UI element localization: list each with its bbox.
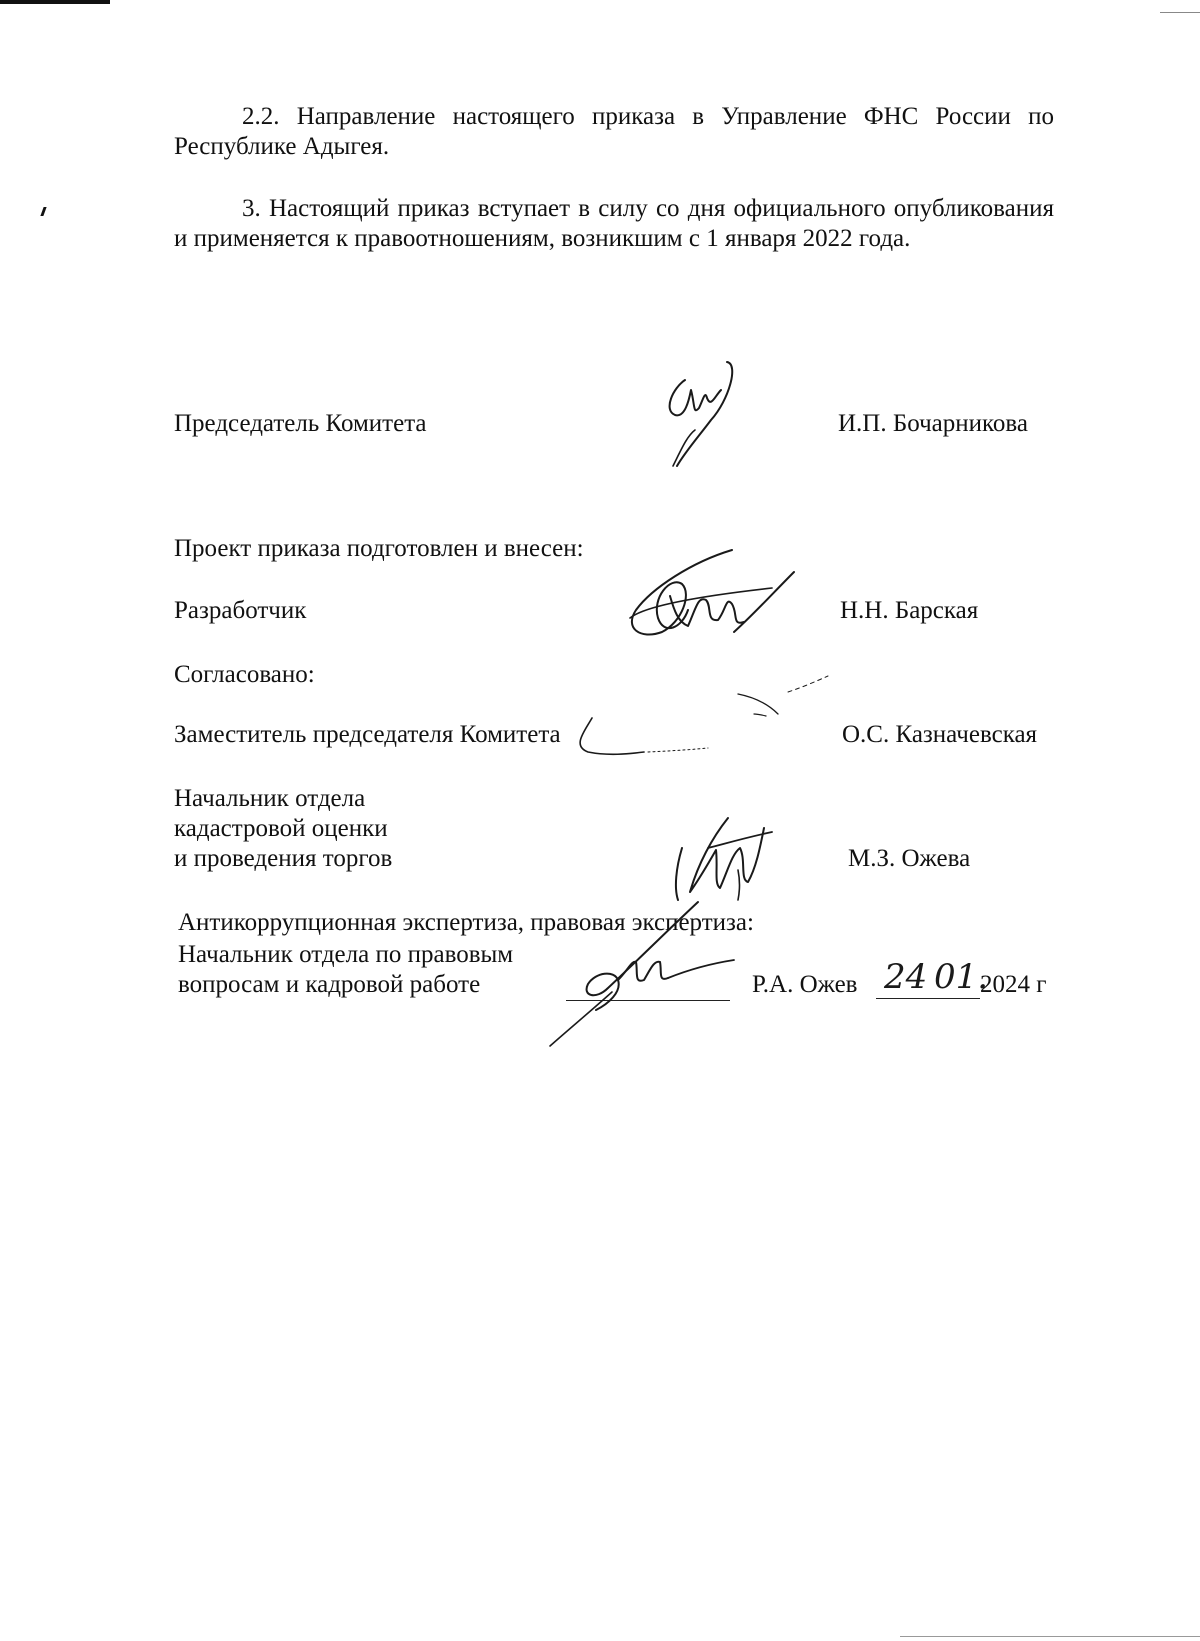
approvals-heading: Согласовано: <box>174 661 315 688</box>
date-year: 2024 г <box>980 971 1047 998</box>
chairman-name: И.П. Бочарникова <box>838 410 1028 437</box>
dept-head-title-line2: кадастровой оценки <box>174 815 388 842</box>
scan-edge-mark <box>0 0 110 4</box>
legal-title-line1: Начальник отдела по правовым <box>178 941 514 968</box>
dept-head-title-line1: Начальник отдела <box>174 785 366 812</box>
developer-name: Н.Н. Барская <box>840 597 979 624</box>
scan-edge-mark <box>900 1636 1200 1637</box>
developer-title: Разработчик <box>174 597 307 624</box>
scan-edge-mark <box>1160 12 1200 13</box>
developer-signature <box>622 548 802 648</box>
paragraph-2-2: 2.2. Направление настоящего приказа в Управление ФНС России по Республике Адыгея. <box>174 103 1054 160</box>
project-heading: Проект приказа подготовлен и внесен: <box>174 535 584 562</box>
legal-signature <box>548 900 748 1050</box>
date-underline <box>876 998 980 999</box>
legal-name: Р.А. Ожев <box>752 971 858 998</box>
handwritten-month: 01. <box>934 957 989 997</box>
handwritten-day: 24 <box>884 957 928 997</box>
deputy-name: О.С. Казначевская <box>842 721 1038 748</box>
scan-speck <box>40 207 46 216</box>
chairman-title: Председатель Комитета <box>174 410 427 437</box>
legal-title-line2: вопросам и кадровой работе <box>178 971 481 998</box>
deputy-title: Заместитель председателя Комитета <box>174 721 561 748</box>
dept-head-title-line3: и проведения торгов <box>174 845 393 872</box>
paragraph-3: 3. Настоящий приказ вступает в силу со дня официального опубликования и применяется к правоотношениям, возникшим с 1 января 2022 года. <box>174 195 1054 252</box>
legal-heading: Антикоррупционная экспертиза, правовая экспертиза: <box>178 909 754 936</box>
chairman-signature <box>655 360 755 470</box>
dept-head-signature <box>668 808 778 908</box>
deputy-signature <box>548 670 848 790</box>
dept-head-name: М.З. Ожева <box>848 845 971 872</box>
